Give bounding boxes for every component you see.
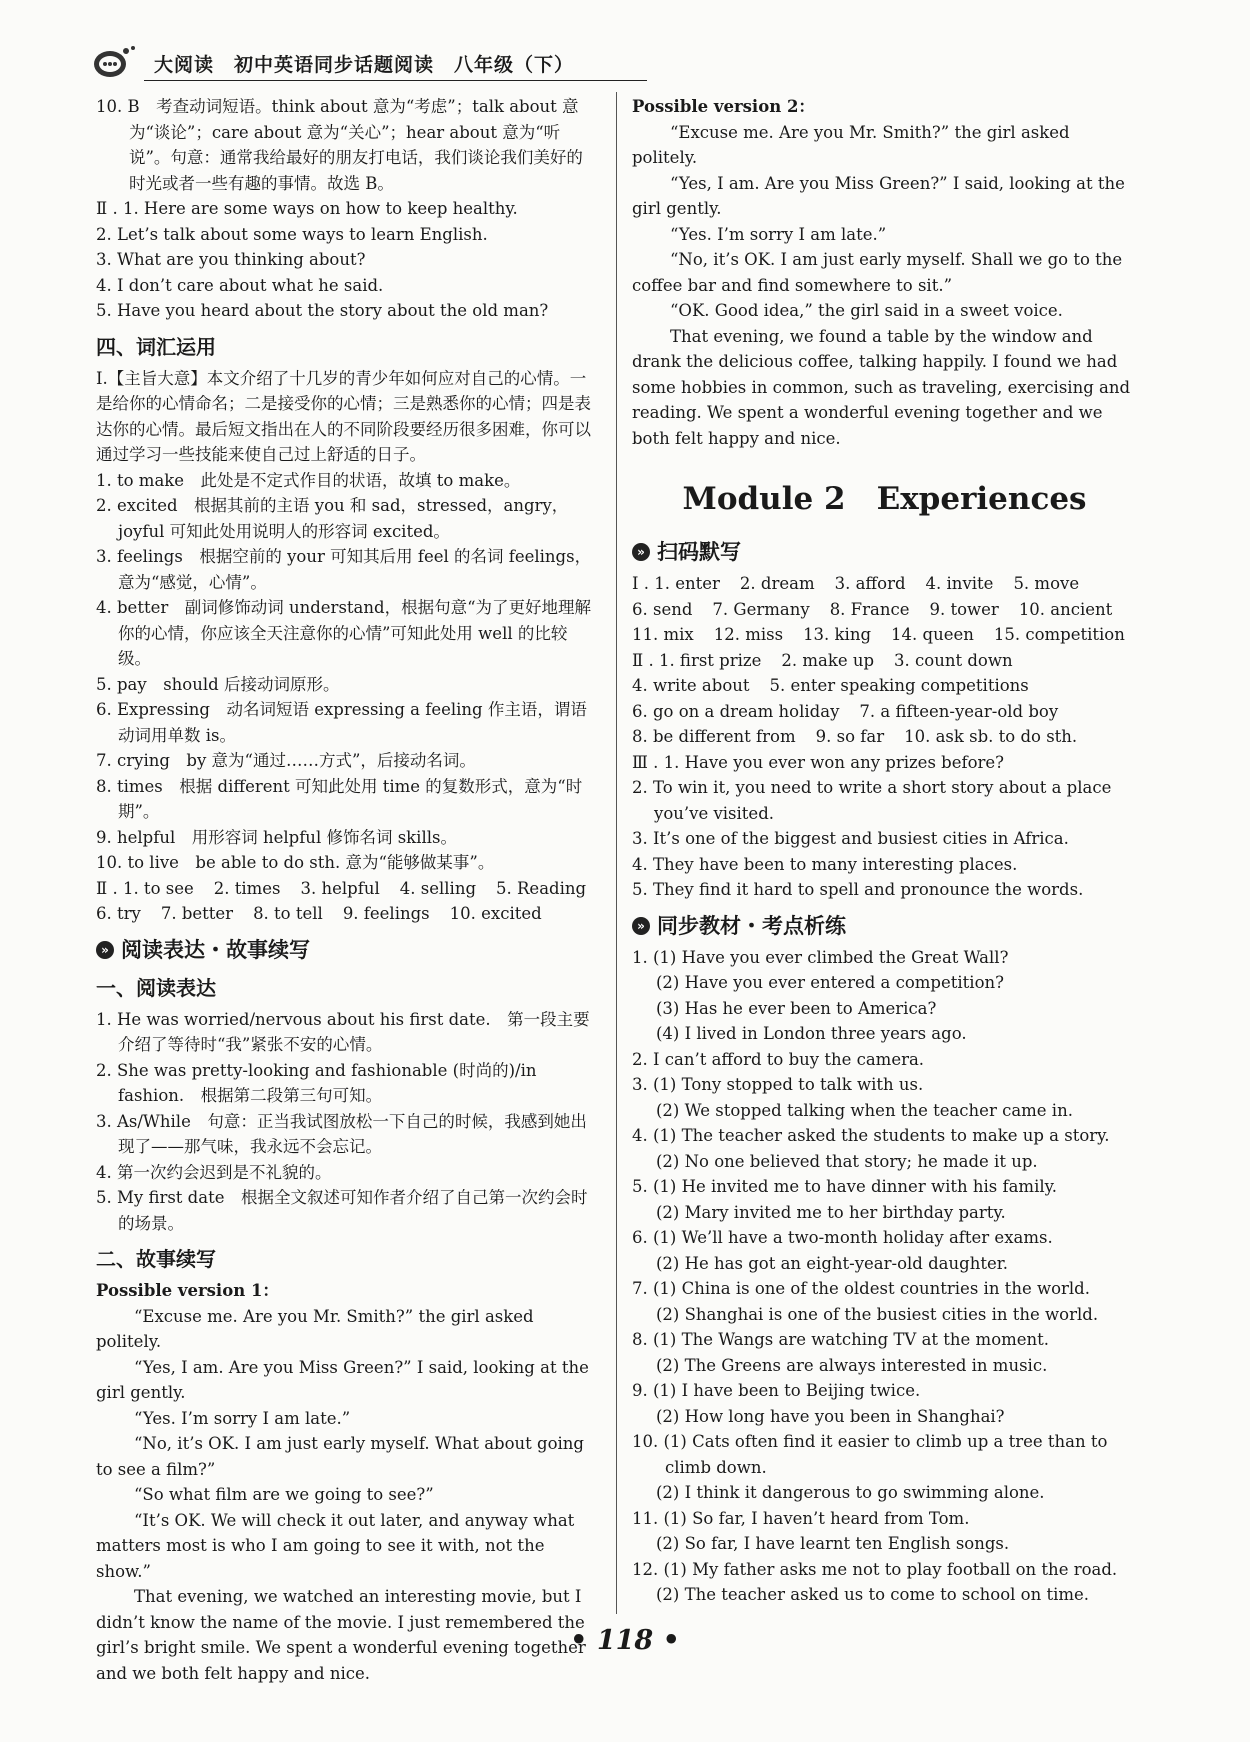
chevron-circle-icon: »	[96, 941, 114, 959]
vocab-item: 4. better 副词修饰动词 understand，根据句意“为了更好地理解你的心情，你应该全天注意你的心情”可知此处用 well 的比较级。	[96, 598, 591, 668]
version1-paragraph: “Yes, I am. Are you Miss Green?” I said, looking at the girl gently.	[96, 1357, 589, 1402]
sync-item: (4) I lived in London three years ago.	[656, 1024, 967, 1043]
vocab2-item: 8. to tell	[253, 904, 323, 923]
page-number: • 118 •	[570, 1625, 680, 1656]
sync-section-title: 同步教材・考点析练	[657, 913, 846, 938]
part3-item: 4. They have been to many interesting places.	[632, 854, 1018, 874]
version2-paragraph: “Excuse me. Are you Mr. Smith?” the girl asked politely.	[632, 122, 1070, 167]
scan-item: 8. be different from	[632, 727, 796, 746]
scan-row	[632, 724, 1137, 750]
version1-paragraph: “It’s OK. We will check it out later, and anyway what matters most is who I am going to see it with, not the show.”	[96, 1510, 575, 1581]
sync-item: 10. (1) Cats often find it easier to climb up a tree than to climb down.	[632, 1432, 1108, 1477]
scan-row	[632, 673, 1137, 699]
book-logo-icon	[92, 44, 138, 80]
sync-item: (2) Mary invited me to her birthday party.	[656, 1202, 1006, 1222]
page-header	[92, 42, 647, 84]
vocab2-item: 9. feelings	[342, 904, 430, 923]
scan-item: 9. so far	[815, 727, 885, 746]
vocab-item: 6. Expressing 动名词短语 expressing a feeling 作主语，谓语动词用单数 is。	[96, 700, 587, 745]
sync-item: (2) No one believed that story; he made it up.	[656, 1151, 1038, 1171]
sync-item: (2) We stopped talking when the teacher came in.	[656, 1100, 1073, 1120]
scan-item: 10. ask sb. to do sth.	[904, 727, 1078, 746]
scan-item: 5. move	[1013, 574, 1080, 593]
scan-item: 6. go on a dream holiday	[632, 701, 840, 721]
scan-item: 3. afford	[834, 574, 906, 593]
version2-paragraph: “Yes, I am. Are you Miss Green?” I said, looking at the girl gently.	[632, 173, 1125, 218]
vocab2-item: 10. excited	[449, 904, 542, 923]
scan-item: Ⅱ . 1. first prize	[632, 650, 762, 670]
scan-item: 8. France	[829, 599, 910, 619]
sync-item: 3. (1) Tony stopped to talk with us.	[632, 1075, 924, 1094]
scan-row	[632, 648, 1137, 674]
sync-item: (2) The Greens are always interested in music.	[656, 1355, 1048, 1375]
scan-row	[632, 571, 1137, 597]
vocab2-item: 5. Reading	[496, 878, 587, 898]
version1-paragraph: “Excuse me. Are you Mr. Smith?” the girl asked politely.	[96, 1306, 534, 1351]
sync-item: 12. (1) My father asks me not to play football on the road.	[632, 1559, 1118, 1579]
scan-item: 10. ancient	[1018, 599, 1113, 619]
vocab2-row	[96, 876, 599, 902]
part2-item: Ⅱ . 1. Here are some ways on how to keep healthy.	[96, 199, 518, 218]
sync-item: 8. (1) The Wangs are watching TV at the moment.	[632, 1330, 1050, 1349]
sync-item: 6. (1) We’ll have a two-month holiday after exams.	[632, 1228, 1053, 1247]
version1-paragraph: “No, it’s OK. I am just early myself. What about going to see a film?”	[96, 1434, 584, 1479]
scan-item: 6. send	[632, 599, 693, 619]
scan-item: 9. tower	[929, 599, 999, 619]
scan-item: 4. invite	[925, 574, 994, 593]
vocab-item: 10. to live be able to do sth. 意为“能够做某事”。	[96, 853, 495, 872]
chevron-circle-icon: »	[632, 917, 650, 935]
vocab-item: 3. feelings 根据空前的 your 可知其后用 feel 的名词 feelings，意为“感觉，心情”。	[96, 547, 592, 592]
scan-item: 4. write about	[632, 676, 750, 695]
answer-10: 10. B 考查动词短语。think about 意为“考虑”；talk about 意为“谈论”；care about 意为“关心”；hear about 意为“听说”。句意：通常我给最好的朋友打电话，我们谈论我们美好的时光或者一些有趣的事情。故选 B。	[96, 97, 583, 193]
reading-item: 2. She was pretty-looking and fashionable (时尚的)/in fashion. 根据第二段第三句可知。	[96, 1060, 537, 1105]
vocab-item: 7. crying by 意为“通过……方式”，后接动名词。	[96, 751, 476, 770]
right-column	[632, 94, 1137, 1608]
summary: Ⅰ.【主旨大意】本文介绍了十几岁的青少年如何应对自己的心情。一是给你的心情命名；二是接受你的心情；三是熟悉你的心情；四是表达你的心情。最后短文指出在人的不同阶段要经历很多困难，你可以通过学习一些技能来使自己过上舒适的日子。	[96, 368, 591, 464]
vocab2-item: 3. helpful	[300, 878, 380, 898]
scan-item: 11. mix	[632, 625, 694, 644]
sync-item: 4. (1) The teacher asked the students to make up a story.	[632, 1126, 1110, 1145]
reading-section-title: 阅读表达・故事续写	[121, 937, 310, 962]
reading-item: 3. As/While 句意：正当我试图放松一下自己的时候，我感到她出现了——那气味，我永远不会忘记。	[96, 1111, 587, 1156]
version2-paragraph: “Yes. I’m sorry I am late.”	[670, 224, 887, 244]
sync-item: 7. (1) China is one of the oldest countries in the world.	[632, 1279, 1090, 1298]
scan-item: Ⅰ . 1. enter	[632, 574, 720, 593]
sync-item: (2) The teacher asked us to come to school on time.	[656, 1585, 1090, 1604]
column-divider	[616, 92, 617, 1614]
vocab-item: 8. times 根据 different 可知此处用 time 的复数形式，意为“时期”。	[96, 776, 583, 821]
scan-row	[632, 597, 1137, 623]
vocab-item: 5. pay should 后接动词原形。	[96, 674, 340, 694]
scan-row	[632, 699, 1137, 725]
scan-item: 13. king	[803, 625, 872, 644]
sync-item: 9. (1) I have been to Beijing twice.	[632, 1381, 921, 1400]
version1-title: Possible version 1：	[96, 1281, 279, 1300]
scan-row	[632, 622, 1137, 648]
reading-item: 1. He was worried/nervous about his first date. 第一段主要介绍了等待时“我”紧张不安的心情。	[96, 1009, 590, 1054]
sync-item: 2. I can’t afford to buy the camera.	[632, 1049, 925, 1069]
sync-item: 1. (1) Have you ever climbed the Great Wall?	[632, 947, 1009, 967]
scan-item: 7. Germany	[712, 599, 810, 619]
vocab2-item: 2. times	[213, 878, 281, 898]
reading-subtitle: 一、阅读表达	[96, 975, 216, 1000]
reading-item: 4. 第一次约会迟到是不礼貌的。	[96, 1162, 332, 1182]
left-column	[96, 94, 599, 1686]
version1-paragraph: “Yes. I’m sorry I am late.”	[134, 1408, 351, 1428]
scan-item: 2. make up	[781, 650, 875, 670]
sync-item: (2) How long have you been in Shanghai?	[656, 1406, 1005, 1426]
vocab2-row	[96, 901, 599, 927]
sync-item: (2) I think it dangerous to go swimming alone.	[656, 1483, 1045, 1502]
part3-item: Ⅲ . 1. Have you ever won any prizes before?	[632, 752, 1005, 772]
scan-item: 3. count down	[894, 650, 1013, 670]
reading-section-heading	[96, 935, 599, 965]
scan-item: 7. a fifteen-year-old boy	[859, 701, 1059, 721]
vocab2-item: Ⅱ . 1. to see	[96, 878, 194, 898]
version2-paragraph: “OK. Good idea,” the girl said in a sweet voice.	[670, 301, 1063, 320]
version2-paragraph: “No, it’s OK. I am just early myself. Shall we go to the coffee bar and find somewhere to sit.”	[632, 250, 1123, 295]
sync-item: (2) So far, I have learnt ten English songs.	[656, 1534, 1010, 1553]
sync-item: 5. (1) He invited me to have dinner with his family.	[632, 1177, 1057, 1196]
version2-title: Possible version 2：	[632, 97, 815, 116]
reading-item: 5. My first date 根据全文叙述可知作者介绍了自己第一次约会时的场景。	[96, 1188, 588, 1233]
sync-item: (2) Have you ever entered a competition?	[656, 973, 1004, 992]
chevron-circle-icon: »	[632, 543, 650, 561]
version2-paragraph: That evening, we found a table by the window and drank the delicious coffee, talking happily. I found we had some hobbies in common, such as traveling, exercising and reading. We spent a wonderful evening together and we both felt happy and nice.	[632, 326, 1131, 448]
part2-item: 5. Have you heard about the story about the old man?	[96, 301, 549, 320]
version1-paragraph: “So what film are we going to see?”	[134, 1485, 434, 1504]
part2-item: 4. I don’t care about what he said.	[96, 275, 384, 295]
part3-item: 2. To win it, you need to write a short story about a place you’ve visited.	[632, 778, 1112, 823]
sync-item: 11. (1) So far, I haven’t heard from Tom.	[632, 1508, 970, 1528]
sync-section-heading	[632, 911, 1137, 941]
vocab2-item: 7. better	[160, 904, 234, 923]
vocab2-item: 6. try	[96, 904, 141, 923]
scan-item: 2. dream	[739, 574, 815, 593]
vocab2-item: 4. selling	[399, 878, 477, 898]
header-rule	[144, 80, 647, 81]
scan-section-heading	[632, 537, 1137, 567]
scan-section-title: 扫码默写	[657, 540, 741, 564]
vocab-item: 2. excited 根据其前的主语 you 和 sad，stressed，angry，joyful 可知此处用说明人的形容词 excited。	[96, 496, 569, 541]
sync-item: (2) He has got an eight-year-old daughter.	[656, 1253, 1009, 1273]
section-vocab-title: 四、词汇运用	[96, 334, 216, 359]
scan-item: 15. competition	[993, 625, 1125, 644]
part2-item: 2. Let’s talk about some ways to learn English.	[96, 224, 488, 244]
sync-item: (2) Shanghai is one of the busiest cities in the world.	[656, 1304, 1099, 1324]
vocab-item: 1. to make 此处是不定式作目的状语，故填 to make。	[96, 470, 521, 490]
part3-item: 3. It’s one of the biggest and busiest cities in Africa.	[632, 829, 1069, 848]
version1-paragraph: That evening, we watched an interesting movie, but I didn’t know the name of the movie. I just remembered the girl’s bright smile. We spent a wonderful evening together and we both felt happy and nice.	[96, 1587, 586, 1683]
scan-item: 14. queen	[891, 625, 974, 644]
vocab-item: 9. helpful 用形容词 helpful 修饰名词 skills。	[96, 827, 457, 847]
scan-item: 5. enter speaking competitions	[769, 676, 1029, 695]
module-title: Module 2 Experiences	[682, 481, 1087, 517]
sync-item: (3) Has he ever been to America?	[656, 998, 937, 1018]
part3-item: 5. They find it hard to spell and pronounce the words.	[632, 880, 1084, 899]
header-title: 大阅读 初中英语同步话题阅读 八年级（下）	[154, 54, 575, 76]
part2-item: 3. What are you thinking about?	[96, 250, 366, 269]
scan-item: 12. miss	[713, 625, 784, 644]
writing-subtitle: 二、故事续写	[96, 1247, 216, 1271]
